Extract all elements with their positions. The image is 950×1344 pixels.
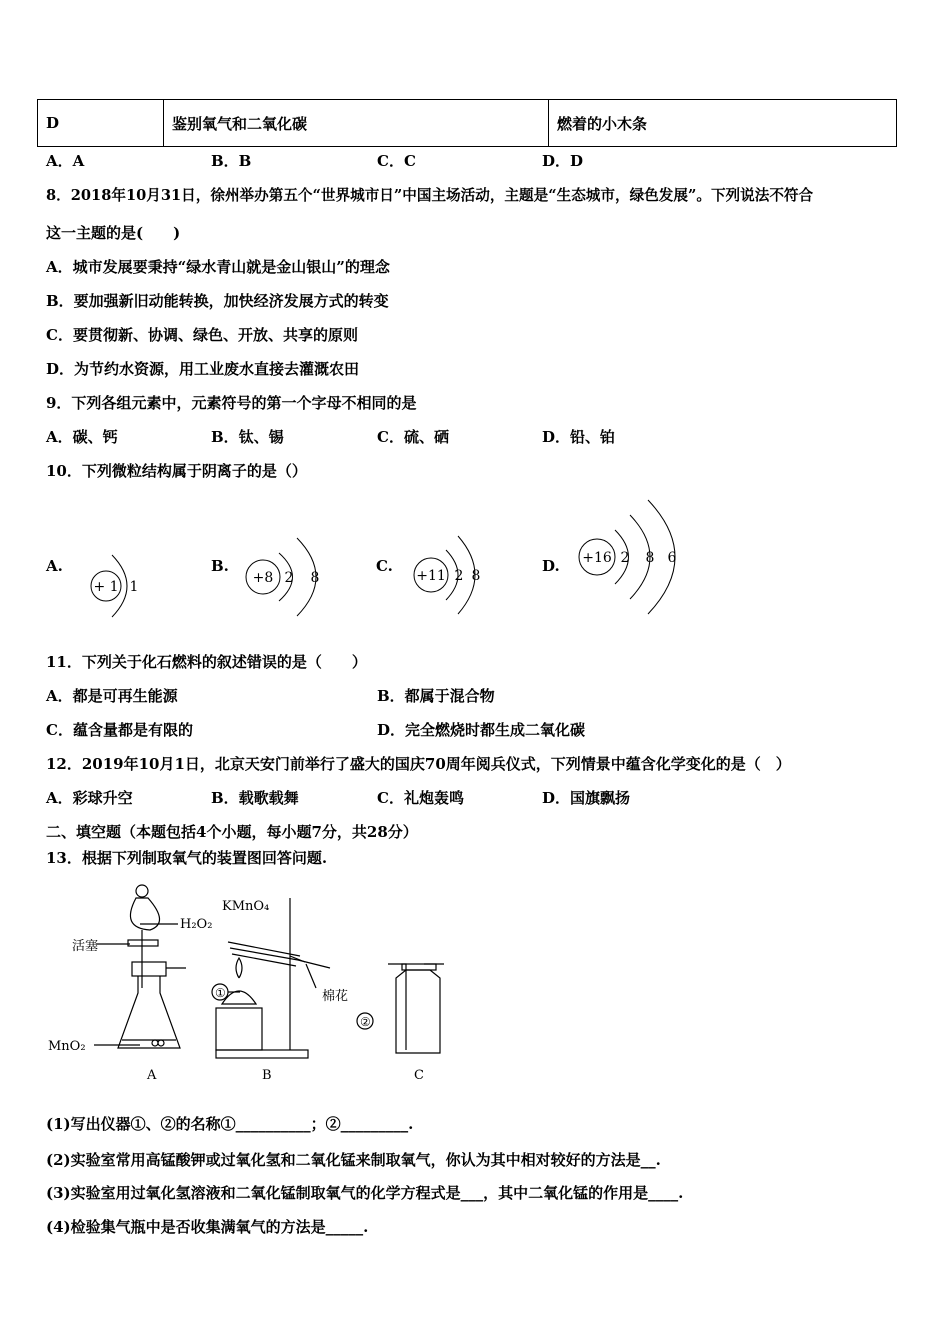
table-cell: 燃着的小木条 [549, 100, 897, 147]
test-tube [230, 948, 330, 968]
shell-electrons: 6 [667, 550, 677, 566]
q9-option-a: A．碳、钙 [46, 428, 118, 446]
q8-stem-line2: 这一主题的是( ) [46, 224, 181, 242]
q9-option-c: C．硫、硒 [377, 428, 449, 446]
nucleus-charge: + 1 [93, 579, 119, 595]
q8-option-d: D．为节约水资源，用工业废水直接去灌溉农田 [46, 360, 360, 378]
conical-flask [118, 976, 180, 1048]
apparatus-b [212, 898, 330, 1058]
gas-bottle [396, 970, 440, 1053]
apparatus-a-label: A [147, 1068, 157, 1083]
q12-option-d: D．国旗飘扬 [542, 789, 631, 807]
q9-option-b: B．钛、锡 [211, 428, 284, 446]
apparatus-c-label: C [414, 1068, 424, 1083]
flask-stopper [132, 962, 166, 976]
q7-option-a: A．A [46, 152, 85, 170]
oxygen-apparatus-figure [40, 878, 460, 1088]
q12-option-c: C．礼炮轰鸣 [377, 789, 464, 807]
funnel-stopper [136, 885, 148, 897]
q7-option-d: D．D [542, 152, 584, 170]
mno2-particle [152, 1040, 158, 1046]
answer-table [37, 99, 897, 147]
circle1-label: ① [215, 986, 226, 1000]
q11-stem: 11．下列关于化石燃料的叙述错误的是（ ） [46, 653, 367, 671]
q10-stem: 10．下列微粒结构属于阴离子的是（） [46, 462, 307, 480]
piston-label: 活塞 [72, 939, 99, 954]
h2o2-label: H₂O₂ [180, 917, 213, 932]
shell-electrons: 8 [645, 550, 655, 566]
nucleus-charge: +11 [416, 568, 446, 584]
q11-option-b: B．都属于混合物 [377, 687, 495, 705]
q9-option-d: D．铅、铂 [542, 428, 616, 446]
particle-c [414, 536, 480, 614]
q9-stem: 9．下列各组元素中，元素符号的第一个字母不相同的是 [46, 394, 417, 412]
q8-option-a: A．城市发展要秉持“绿水青山就是金山银山”的理念 [46, 258, 390, 276]
mno2-label: MnO₂ [48, 1039, 86, 1054]
q10-label-d: D. [542, 557, 560, 575]
shell-electrons: 1 [129, 579, 139, 595]
shell-electrons: 2 [620, 550, 630, 566]
q8-stem-line1: 8．2018年10月31日，徐州举办第五个“世界城市日”中国主场活动，主题是“生态城市，绿色发展”。下列说法不符合 [46, 187, 814, 204]
particle-d [579, 500, 677, 614]
apparatus-b-label: B [262, 1068, 272, 1083]
apparatus-c [357, 964, 444, 1053]
shell-electrons: 2 [454, 568, 464, 584]
q11-option-c: C．蕴含量都是有限的 [46, 721, 193, 739]
flame [236, 958, 242, 978]
shell-electrons: 8 [471, 568, 481, 584]
table-cell: D [38, 100, 164, 147]
q13-sub-3: (3)实验室用过氧化氢溶液和二氧化锰制取氧气的化学方程式是___，其中二氧化锰的作用是____. [46, 1184, 684, 1202]
q13-sub-2: (2)实验室常用高锰酸钾或过氧化氢和二氧化锰来制取氧气，你认为其中相对较好的方法是__. [46, 1151, 661, 1169]
table-row [38, 100, 897, 147]
nucleus-charge: +16 [582, 550, 612, 566]
q12-stem: 12．2019年10月1日，北京天安门前举行了盛大的国庆70周年阅兵仪式，下列情景中蕴含化学变化的是（ ） [46, 755, 791, 773]
particle-b [246, 538, 319, 616]
cotton-label: 棉花 [322, 989, 349, 1004]
pointer-line [306, 964, 316, 988]
section-heading: 二、填空题（本题包括4个小题，每小题7分，共28分） [46, 823, 418, 841]
q11-option-d: D．完全燃烧时都生成二氧化碳 [377, 721, 586, 739]
shell-electrons: 8 [310, 570, 320, 586]
stopcock [128, 940, 158, 946]
q10-label-c: C. [376, 557, 393, 575]
q13-sub-4: (4)检验集气瓶中是否收集满氧气的方法是_____. [46, 1218, 369, 1236]
circle2-label: ② [360, 1015, 371, 1029]
separatory-funnel [130, 898, 159, 930]
kmno4-label: KMnO₄ [222, 899, 270, 914]
mno2-particle [158, 1040, 164, 1046]
alcohol-lamp [222, 991, 256, 1004]
apparatus-a [94, 885, 186, 1048]
shell-electrons: 2 [284, 570, 294, 586]
q13-sub-1: (1)写出仪器①、②的名称①__________；②_________. [46, 1115, 414, 1133]
nucleus-charge: +8 [252, 570, 274, 586]
q7-option-b: B．B [211, 152, 252, 170]
atomic-structure-diagrams [30, 490, 730, 630]
q13-stem: 13．根据下列制取氧气的装置图回答问题. [46, 849, 328, 867]
q7-option-c: C．C [377, 152, 416, 170]
particle-a [91, 555, 138, 617]
q8-option-c: C．要贯彻新、协调、绿色、开放、共享的原则 [46, 326, 358, 344]
stand-base [216, 1050, 308, 1058]
q12-option-b: B．载歌载舞 [211, 789, 299, 807]
table-cell: 鉴别氧气和二氧化碳 [164, 100, 549, 147]
q11-option-a: A．都是可再生能源 [46, 687, 178, 705]
q10-label-a: A. [46, 557, 63, 575]
bottle-stopper [402, 964, 436, 970]
q8-option-b: B．要加强新旧动能转换，加快经济发展方式的转变 [46, 292, 389, 310]
q10-label-b: B. [211, 557, 229, 575]
q12-option-a: A．彩球升空 [46, 789, 133, 807]
wood-block [216, 1008, 262, 1050]
